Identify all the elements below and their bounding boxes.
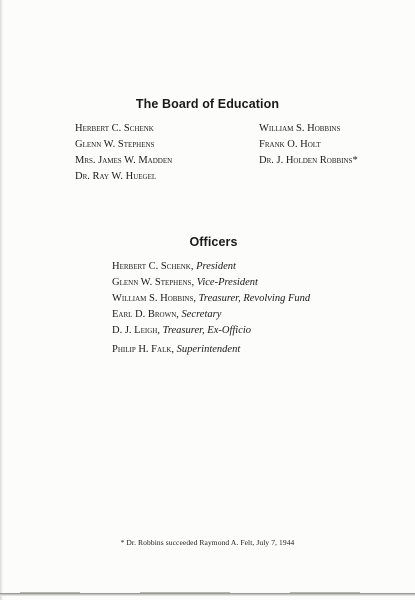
officer-separator: ,	[176, 309, 182, 320]
board-member: Mrs. James W. Madden	[75, 155, 173, 166]
officer-name: Earl D. Brown	[112, 309, 177, 320]
officer-entry	[112, 324, 251, 337]
officers-heading: Officers	[189, 235, 238, 249]
officer-name: Glenn W. Stephens	[112, 277, 192, 288]
officer-name: Philip H. Falk	[112, 344, 172, 355]
scan-edge-artifact	[0, 591, 415, 597]
officer-role: Treasurer, Ex-Officio	[162, 325, 252, 336]
officer-entry	[112, 276, 258, 289]
board-member: William S. Hobbins	[259, 123, 341, 134]
officer-separator: ,	[171, 344, 177, 355]
officer-role: Vice-President	[196, 277, 258, 288]
officer-entry	[112, 260, 236, 273]
officer-separator: ,	[191, 277, 197, 288]
board-member: Dr. J. Holden Robbins*	[259, 155, 358, 166]
officer-role: Superintendent	[176, 344, 241, 355]
board-member: Herbert C. Schenk	[75, 123, 154, 134]
footnote: * Dr. Robbins succeeded Raymond A. Felt, July 7, 1944	[120, 538, 295, 547]
page-edge-shadow	[0, 0, 3, 600]
officer-separator: ,	[190, 261, 197, 272]
officer-name: Herbert C. Schenk	[112, 261, 191, 272]
board-member: Dr. Ray W. Huegel	[75, 171, 157, 182]
officer-entry	[112, 343, 240, 356]
officer-entry	[112, 292, 310, 305]
officer-role: Secretary	[181, 309, 222, 320]
board-heading: The Board of Education	[135, 97, 280, 111]
officer-entry	[112, 308, 221, 321]
officer-separator: ,	[157, 325, 163, 336]
officer-role: Treasurer, Revolving Fund	[198, 293, 311, 304]
officer-separator: ,	[193, 293, 199, 304]
officer-role: President	[196, 261, 236, 272]
officer-name: William S. Hobbins	[112, 293, 194, 304]
board-member: Frank O. Holt	[259, 139, 321, 150]
board-member: Glenn W. Stephens	[75, 139, 155, 150]
officer-name: D. J. Leigh	[112, 325, 158, 336]
